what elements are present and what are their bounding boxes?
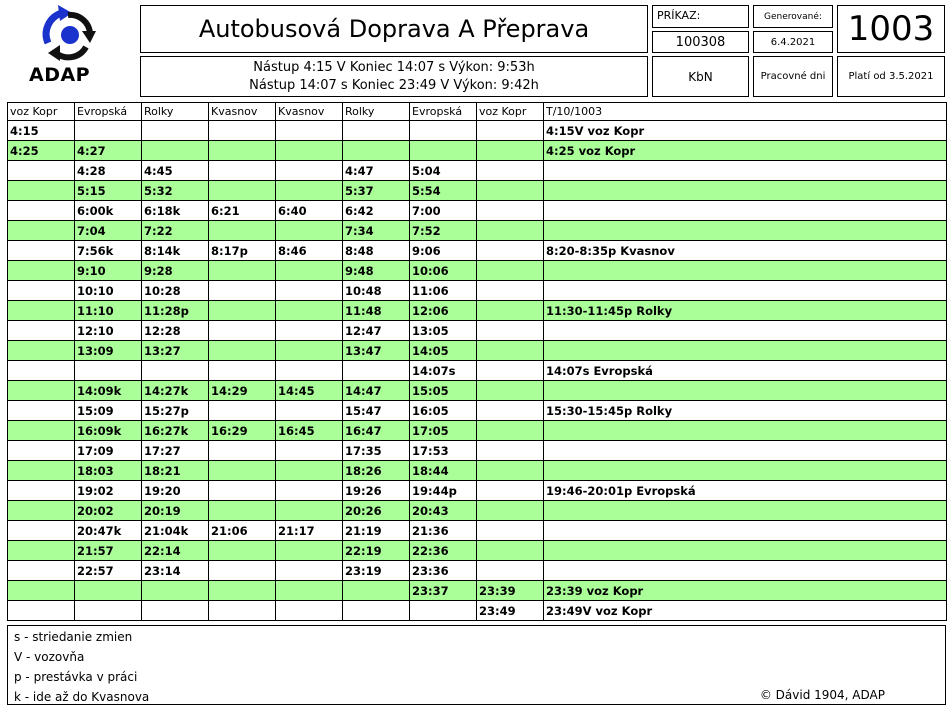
table-cell-time [209, 361, 276, 381]
table-cell-time: 9:48 [343, 261, 410, 281]
table-cell-time [477, 241, 544, 261]
table-cell-time [477, 281, 544, 301]
table-cell-time [477, 381, 544, 401]
table-cell-time: 20:02 [75, 501, 142, 521]
table-cell-time: 20:47k [75, 521, 142, 541]
table-cell-time [8, 401, 75, 421]
table-cell-time [209, 581, 276, 601]
table-cell-note: 4:15V voz Kopr [544, 121, 947, 141]
table-row [8, 521, 947, 541]
table-cell-time: 18:03 [75, 461, 142, 481]
table-cell-time [343, 361, 410, 381]
table-cell-time [8, 421, 75, 441]
table-cell-time: 7:04 [75, 221, 142, 241]
table-cell-time [477, 181, 544, 201]
table-cell-time: 16:05 [410, 401, 477, 421]
table-cell-time: 16:45 [276, 421, 343, 441]
table-cell-time [477, 481, 544, 501]
table-row [8, 161, 947, 181]
table-cell-time: 14:47 [343, 381, 410, 401]
table-cell-time [276, 561, 343, 581]
table-cell-time [343, 581, 410, 601]
table-cell-time [8, 301, 75, 321]
table-cell-time: 13:47 [343, 341, 410, 361]
table-cell-time: 6:00k [75, 201, 142, 221]
table-cell-time: 4:15 [8, 121, 75, 141]
shift-info [140, 56, 648, 97]
table-cell-time [8, 321, 75, 341]
table-cell-time: 21:36 [410, 521, 477, 541]
table-cell-note [544, 541, 947, 561]
table-cell-time: 13:05 [410, 321, 477, 341]
table-cell-time: 19:26 [343, 481, 410, 501]
table-cell-time: 14:45 [276, 381, 343, 401]
table-cell-note [544, 421, 947, 441]
table-row [8, 561, 947, 581]
timetable [7, 102, 947, 621]
table-cell-time: 23:37 [410, 581, 477, 601]
table-cell-time [477, 401, 544, 421]
table-cell-time: 9:06 [410, 241, 477, 261]
table-cell-time [209, 461, 276, 481]
table-cell-note [544, 441, 947, 461]
table-cell-time [8, 501, 75, 521]
table-row [8, 361, 947, 381]
table-cell-note [544, 381, 947, 401]
table-row [8, 341, 947, 361]
table-cell-time [209, 401, 276, 421]
table-cell-time [8, 261, 75, 281]
table-cell-time [209, 261, 276, 281]
table-cell-time: 11:10 [75, 301, 142, 321]
table-cell-time [477, 561, 544, 581]
column-header: voz Kopr [8, 103, 75, 121]
table-cell-time: 21:17 [276, 521, 343, 541]
copyright: © Dávid 1904, ADAP [759, 688, 885, 702]
table-cell-time: 5:04 [410, 161, 477, 181]
table-row [8, 121, 947, 141]
table-cell-time [209, 541, 276, 561]
table-cell-time: 21:06 [209, 521, 276, 541]
table-cell-time: 17:35 [343, 441, 410, 461]
table-cell-note: 8:20-8:35p Kvasnov [544, 241, 947, 261]
table-cell-time: 7:52 [410, 221, 477, 241]
table-cell-time [477, 441, 544, 461]
table-row [8, 441, 947, 461]
table-cell-note: 23:49V voz Kopr [544, 601, 947, 621]
table-cell-time [276, 161, 343, 181]
table-cell-time [75, 601, 142, 621]
table-cell-time [477, 341, 544, 361]
table-cell-time: 21:19 [343, 521, 410, 541]
table-row [8, 261, 947, 281]
table-cell-note [544, 221, 947, 241]
table-row [8, 321, 947, 341]
table-cell-time: 19:44p [410, 481, 477, 501]
table-cell-time [8, 461, 75, 481]
table-cell-time: 14:05 [410, 341, 477, 361]
table-cell-note: 11:30-11:45p Rolky [544, 301, 947, 321]
table-cell-time [276, 221, 343, 241]
table-cell-time [477, 361, 544, 381]
table-row [8, 601, 947, 621]
table-cell-time: 15:27p [142, 401, 209, 421]
table-cell-time: 22:14 [142, 541, 209, 561]
table-cell-time [75, 361, 142, 381]
table-cell-time: 12:28 [142, 321, 209, 341]
table-cell-time [477, 321, 544, 341]
table-cell-time [276, 301, 343, 321]
table-cell-time [209, 301, 276, 321]
table-row [8, 581, 947, 601]
table-cell-note: 14:07s Evropská [544, 361, 947, 381]
table-cell-time: 6:21 [209, 201, 276, 221]
table-cell-time: 5:32 [142, 181, 209, 201]
table-cell-time: 4:47 [343, 161, 410, 181]
table-cell-time: 19:02 [75, 481, 142, 501]
table-row [8, 421, 947, 441]
table-cell-time [477, 221, 544, 241]
table-row [8, 281, 947, 301]
table-cell-time: 11:06 [410, 281, 477, 301]
table-cell-note [544, 521, 947, 541]
table-cell-time: 10:48 [343, 281, 410, 301]
table-cell-time: 20:19 [142, 501, 209, 521]
column-header: Rolky [142, 103, 209, 121]
table-cell-time: 17:27 [142, 441, 209, 461]
table-cell-time [209, 221, 276, 241]
table-cell-note [544, 201, 947, 221]
generated-label: Generované: [753, 5, 833, 28]
table-cell-time [209, 161, 276, 181]
table-cell-time [209, 141, 276, 161]
table-cell-time: 16:47 [343, 421, 410, 441]
table-cell-time: 7:34 [343, 221, 410, 241]
table-cell-time [477, 141, 544, 161]
table-cell-note: 23:39 voz Kopr [544, 581, 947, 601]
table-cell-time [276, 261, 343, 281]
table-cell-time: 9:10 [75, 261, 142, 281]
table-cell-time [477, 301, 544, 321]
table-row [8, 461, 947, 481]
table-cell-time [477, 541, 544, 561]
table-cell-time [8, 221, 75, 241]
table-cell-time: 9:28 [142, 261, 209, 281]
table-cell-time: 5:15 [75, 181, 142, 201]
table-cell-time: 8:46 [276, 241, 343, 261]
day-type: Pracovné dni [753, 56, 833, 97]
table-cell-time [209, 441, 276, 461]
table-cell-note: 19:46-20:01p Evropská [544, 481, 947, 501]
table-cell-time: 20:43 [410, 501, 477, 521]
table-cell-time: 8:48 [343, 241, 410, 261]
timetable-body [8, 121, 947, 621]
table-row [8, 501, 947, 521]
table-cell-time: 17:05 [410, 421, 477, 441]
recycle-arrows-icon [20, 3, 120, 69]
table-cell-note [544, 461, 947, 481]
table-cell-time: 22:57 [75, 561, 142, 581]
table-cell-time [276, 441, 343, 461]
table-cell-time [343, 121, 410, 141]
table-cell-time [8, 281, 75, 301]
table-cell-time [410, 601, 477, 621]
table-cell-time [8, 201, 75, 221]
table-cell-time: 4:45 [142, 161, 209, 181]
table-cell-time [142, 361, 209, 381]
table-cell-time [276, 501, 343, 521]
table-cell-time [8, 561, 75, 581]
table-cell-time [276, 401, 343, 421]
column-header: Rolky [343, 103, 410, 121]
table-cell-note: 4:25 voz Kopr [544, 141, 947, 161]
table-cell-time [343, 601, 410, 621]
table-header-row [8, 103, 947, 121]
table-cell-time: 12:06 [410, 301, 477, 321]
table-cell-note [544, 501, 947, 521]
table-row [8, 541, 947, 561]
table-cell-time [276, 461, 343, 481]
table-cell-time: 18:26 [343, 461, 410, 481]
table-cell-time: 15:47 [343, 401, 410, 421]
table-cell-time: 11:48 [343, 301, 410, 321]
schedule-number: 1003 [837, 5, 945, 53]
table-cell-time: 13:27 [142, 341, 209, 361]
table-cell-time: 22:36 [410, 541, 477, 561]
table-cell-time [8, 601, 75, 621]
table-cell-time [142, 581, 209, 601]
table-cell-time [142, 601, 209, 621]
column-header: Evropská [410, 103, 477, 121]
table-cell-time [477, 421, 544, 441]
table-cell-time [410, 141, 477, 161]
shift-line-2: Nástup 14:07 s Koniec 23:49 V Výkon: 9:42h [249, 77, 539, 93]
table-cell-time: 21:04k [142, 521, 209, 541]
table-cell-time [8, 521, 75, 541]
table-cell-time: 8:17p [209, 241, 276, 261]
table-cell-time: 16:27k [142, 421, 209, 441]
table-cell-time: 4:28 [75, 161, 142, 181]
table-row [8, 241, 947, 261]
table-cell-time: 17:53 [410, 441, 477, 461]
table-cell-time: 16:09k [75, 421, 142, 441]
table-cell-time [276, 541, 343, 561]
table-cell-time [8, 481, 75, 501]
table-cell-time [209, 321, 276, 341]
table-cell-time [209, 561, 276, 581]
table-row [8, 481, 947, 501]
table-cell-time: 14:29 [209, 381, 276, 401]
table-row [8, 401, 947, 421]
shift-line-1: Nástup 4:15 V Koniec 14:07 s Výkon: 9:53h [253, 59, 535, 75]
table-cell-time: 4:25 [8, 141, 75, 161]
table-cell-time [8, 361, 75, 381]
table-cell-time: 10:10 [75, 281, 142, 301]
table-cell-time: 15:09 [75, 401, 142, 421]
table-cell-time: 11:28p [142, 301, 209, 321]
table-row [8, 201, 947, 221]
table-cell-time [209, 281, 276, 301]
depot-code: KbN [652, 56, 749, 97]
table-cell-time [75, 581, 142, 601]
table-row [8, 381, 947, 401]
table-cell-time [276, 181, 343, 201]
table-row [8, 181, 947, 201]
legend-item: k - ide až do Kvasnova [14, 690, 150, 704]
table-cell-time: 14:27k [142, 381, 209, 401]
table-cell-time: 6:42 [343, 201, 410, 221]
table-cell-time [276, 321, 343, 341]
table-cell-time [276, 121, 343, 141]
table-cell-time [209, 481, 276, 501]
table-row [8, 221, 947, 241]
table-cell-time: 7:56k [75, 241, 142, 261]
table-cell-time: 19:20 [142, 481, 209, 501]
table-cell-time [8, 241, 75, 261]
table-cell-time: 15:05 [410, 381, 477, 401]
table-cell-time: 10:28 [142, 281, 209, 301]
table-cell-time [142, 141, 209, 161]
table-cell-time: 10:06 [410, 261, 477, 281]
table-cell-time: 13:09 [75, 341, 142, 361]
table-cell-note [544, 321, 947, 341]
table-cell-time [142, 121, 209, 141]
table-cell-time [343, 141, 410, 161]
table-cell-time: 23:14 [142, 561, 209, 581]
table-cell-time: 12:10 [75, 321, 142, 341]
table-cell-time: 5:37 [343, 181, 410, 201]
table-cell-time: 5:54 [410, 181, 477, 201]
table-cell-time [8, 181, 75, 201]
table-cell-time [477, 521, 544, 541]
table-cell-time [8, 441, 75, 461]
table-cell-note [544, 281, 947, 301]
table-cell-time [276, 341, 343, 361]
table-cell-time: 7:22 [142, 221, 209, 241]
page-title: Autobusová Doprava A Přeprava [140, 5, 648, 53]
table-cell-note [544, 261, 947, 281]
valid-from: Platí od 3.5.2021 [837, 56, 945, 97]
table-cell-note [544, 161, 947, 181]
table-cell-time: 14:07s [410, 361, 477, 381]
column-header: Kvasnov [276, 103, 343, 121]
table-cell-time [209, 601, 276, 621]
table-cell-time: 21:57 [75, 541, 142, 561]
table-cell-time: 6:18k [142, 201, 209, 221]
table-cell-time: 8:14k [142, 241, 209, 261]
table-cell-time [477, 261, 544, 281]
table-cell-time [209, 121, 276, 141]
table-cell-time: 7:00 [410, 201, 477, 221]
prikaz-label: PRÍKAZ: [652, 5, 749, 28]
table-cell-time: 23:39 [477, 581, 544, 601]
column-header: voz Kopr [477, 103, 544, 121]
table-cell-time [209, 501, 276, 521]
table-cell-time [477, 501, 544, 521]
table-cell-time [8, 381, 75, 401]
table-row [8, 301, 947, 321]
table-cell-note [544, 181, 947, 201]
table-cell-time: 23:19 [343, 561, 410, 581]
column-header: T/10/1003 [544, 103, 947, 121]
generated-value: 6.4.2021 [753, 31, 833, 53]
table-cell-time [8, 341, 75, 361]
table-cell-time [8, 541, 75, 561]
table-cell-time [209, 181, 276, 201]
table-cell-time [276, 581, 343, 601]
table-cell-time: 23:49 [477, 601, 544, 621]
table-cell-note: 15:30-15:45p Rolky [544, 401, 947, 421]
table-cell-note [544, 561, 947, 581]
table-cell-time: 6:40 [276, 201, 343, 221]
table-cell-time [276, 601, 343, 621]
legend [7, 625, 946, 705]
column-header: Evropská [75, 103, 142, 121]
table-cell-time [477, 161, 544, 181]
table-cell-note [544, 341, 947, 361]
table-cell-time [276, 361, 343, 381]
table-cell-time [477, 121, 544, 141]
table-cell-time: 16:29 [209, 421, 276, 441]
table-cell-time: 23:36 [410, 561, 477, 581]
legend-item: V - vozovňa [14, 650, 85, 664]
column-header: Kvasnov [209, 103, 276, 121]
table-cell-time: 4:27 [75, 141, 142, 161]
table-cell-time [276, 481, 343, 501]
prikaz-value: 100308 [652, 31, 749, 53]
table-cell-time: 18:21 [142, 461, 209, 481]
table-cell-time [209, 341, 276, 361]
table-cell-time: 12:47 [343, 321, 410, 341]
table-cell-time [477, 461, 544, 481]
table-cell-time [276, 141, 343, 161]
table-cell-time [8, 161, 75, 181]
table-cell-time [477, 201, 544, 221]
table-cell-time [75, 121, 142, 141]
table-cell-time [8, 581, 75, 601]
table-cell-time [410, 121, 477, 141]
table-cell-time: 14:09k [75, 381, 142, 401]
legend-item: p - prestávka v práci [14, 670, 138, 684]
legend-item: s - striedanie zmien [14, 630, 133, 644]
table-cell-time: 22:19 [343, 541, 410, 561]
table-cell-time [276, 281, 343, 301]
logo-text: ADAP [29, 64, 91, 86]
table-cell-time: 18:44 [410, 461, 477, 481]
table-row [8, 141, 947, 161]
table-cell-time: 20:26 [343, 501, 410, 521]
table-cell-time: 17:09 [75, 441, 142, 461]
